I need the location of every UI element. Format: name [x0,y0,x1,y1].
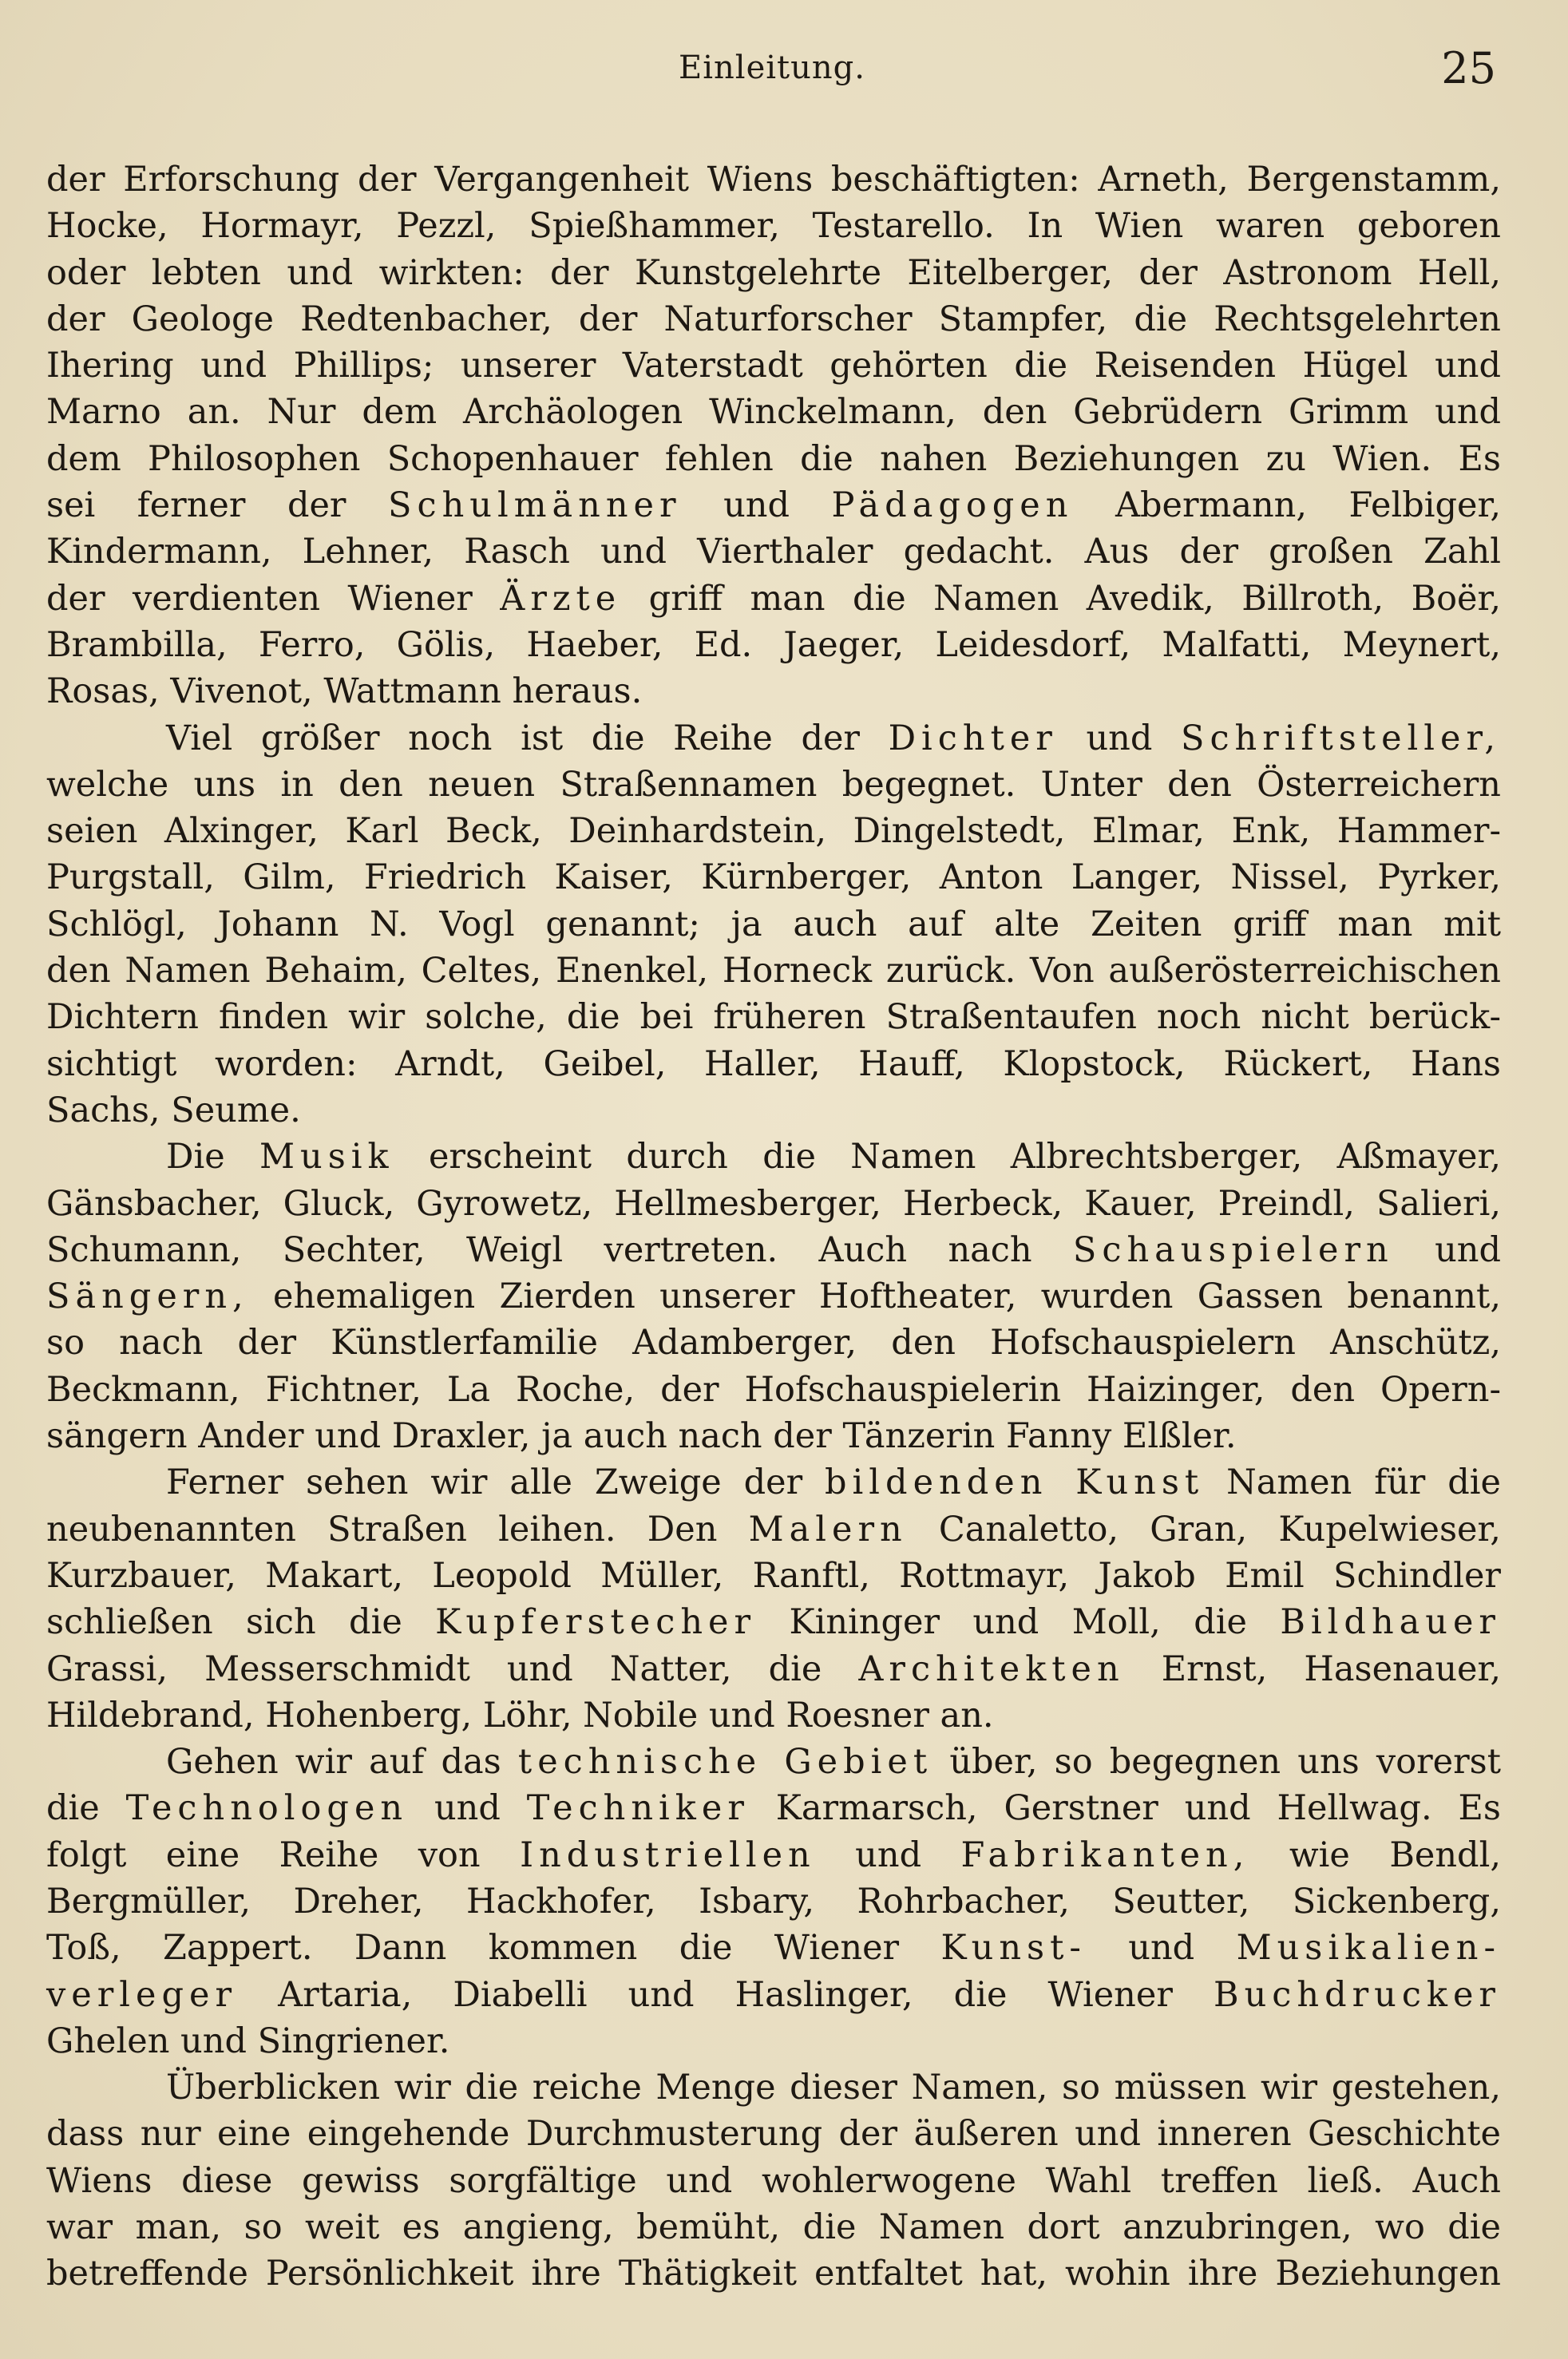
text-segment: dass nur eine eingehende Durchmusterung der äußeren und inneren Geschichte [46,2114,1501,2155]
text-line [46,1181,1501,1227]
spaced-emphasis: Technologen [125,1788,409,1829]
text-line [46,482,1501,528]
text-segment: Brambilla, Ferro, Gölis, Haeber, Ed. Jaeger, Leidesdorf, Malfatti, Meynert, [46,624,1501,665]
text-segment: Gehen wir auf das [166,1742,518,1783]
text-segment: Grassi, Messerschmidt und Natter, die [46,1649,859,1689]
text-line [46,2158,1501,2204]
text-segment: Gänsbacher, Gluck, Gyrowetz, Hellmesberger, Herbeck, Kauer, Preindl, Salieri, [46,1183,1501,1224]
text-line [46,948,1501,994]
text-line [46,528,1501,575]
text-line [46,1692,1501,1739]
text-line [46,296,1501,342]
text-segment: und [681,485,832,526]
text-line [46,1087,1501,1134]
spaced-emphasis: Bildhauer [1280,1602,1501,1643]
text-segment: erscheint durch die Namen Albrechtsberger, Aßmayer, [394,1137,1501,1178]
text-segment: und [408,1788,527,1829]
chapter-title: Einleitung. [679,49,865,86]
text-line [46,901,1501,948]
text-segment: Sachs, Seume. [46,1090,301,1130]
spaced-emphasis: Pädagogen [831,485,1074,526]
spaced-emphasis: Kunst- [940,1928,1087,1969]
text-segment: Die [166,1137,260,1178]
spaced-emphasis: Musikalien- [1236,1928,1501,1969]
text-line [46,2250,1501,2297]
text-segment: Canaletto, Gran, Kupelwieser, [907,1509,1501,1550]
text-segment: wie Bendl, [1249,1835,1502,1875]
spaced-emphasis: Fabrikanten, [960,1835,1250,1875]
text-segment: über, so begegnen uns vorerst [932,1742,1501,1783]
text-segment: Toß, Zappert. Dann kommen die Wiener [46,1928,941,1969]
text-segment: Hocke, Hormayr, Pezzl, Spießhammer, Testarello. In Wien waren geboren [46,206,1501,247]
text-segment: Ihering und Phillips; unserer Vaterstadt gehörten die Reisenden Hügel und [46,346,1501,386]
text-segment: griff man die Namen Avedik, Billroth, Boër, [621,578,1502,619]
text-segment: betreffende Persönlichkeit ihre Thätigkeit entfaltet hat, wohin ihre Beziehungen [46,2254,1501,2294]
spaced-emphasis: Industriellen [520,1835,816,1875]
text-line [46,1134,1501,1180]
spaced-emphasis: Schriftsteller, [1181,718,1501,758]
spaced-emphasis: Musik [259,1137,394,1178]
text-segment: Abermann, Felbiger, [1073,485,1501,526]
text-segment: Schumann, Sechter, Weigl vertreten. Auch nach [46,1229,1073,1270]
text-segment: folgt eine Reihe von [46,1835,521,1875]
text-segment: neubenannten Straßen leihen. Den [46,1509,749,1550]
text-segment: Kininger und Moll, die [756,1602,1281,1643]
text-line [46,1320,1501,1366]
spaced-emphasis: verleger [46,1974,238,2015]
text-segment: Rosas, Vivenot, Wattmann heraus. [46,671,643,712]
text-segment: ehemaligen Zierden unserer Hoftheater, wurden Gassen benannt, [248,1276,1501,1317]
text-segment: Bergmüller, Dreher, Hackhofer, Isbary, Rohrbacher, Seutter, Sickenberg, [46,1881,1501,1922]
text-segment: Artaria, Diabelli und Haslinger, die Wiener [237,1974,1214,2015]
text-segment: Ferner sehen wir alle Zweige der [166,1463,826,1503]
spaced-emphasis: bildenden Kunst [825,1463,1205,1503]
text-segment: sängern Ander und Draxler, ja auch nach der Tänzerin Fanny Elßler. [46,1416,1237,1457]
spaced-emphasis: Malern [748,1509,908,1550]
text-segment: oder lebten und wirkten: der Kunstgelehrte Eitelberger, der Astronom Hell, [46,252,1501,293]
text-segment: der Geologe Redtenbacher, der Naturforscher Stampfer, die Rechtsgelehrten [46,299,1501,339]
text-segment: Beckmann, Fichtner, La Roche, der Hofschauspielerin Haizinger, den Opern- [46,1369,1501,1410]
text-line [46,1925,1501,1971]
text-segment: und [1393,1229,1501,1270]
text-line [46,994,1501,1040]
text-segment: den Namen Behaim, Celtes, Enenkel, Horneck zurück. Von außerösterreichischen [46,951,1501,991]
text-segment: sichtigt worden: Arndt, Geibel, Haller, Hauff, Klopstock, Rückert, Hans [46,1043,1501,1084]
text-line [46,1273,1501,1320]
text-segment: und [815,1835,961,1875]
spaced-emphasis: Buchdrucker [1214,1974,1501,2015]
text-line [46,436,1501,482]
spaced-emphasis: Dichter [888,718,1058,758]
text-line [46,342,1501,389]
spaced-emphasis: Ärzte [500,578,622,619]
text-segment: Wiens diese gewiss sorgfältige und wohlerwogene Wahl treffen ließ. Auch [46,2160,1501,2201]
text-line [46,1227,1501,1273]
text-line [46,2111,1501,2157]
text-segment: Schlögl, Johann N. Vogl genannt; ja auch auf alte Zeiten griff man mit [46,904,1501,944]
text-line [46,156,1501,203]
text-segment: Viel größer noch ist die Reihe der [166,718,889,758]
body-text [46,156,1501,2298]
text-segment: der verdienten Wiener [46,578,501,619]
text-line [46,576,1501,622]
text-segment: war man, so weit es angieng, bemüht, die Namen dort anzubringen, wo die [46,2207,1501,2248]
page-number: 25 [1441,43,1496,93]
text-line [46,1646,1501,1692]
text-line [46,1878,1501,1925]
text-segment: Marno an. Nur dem Archäologen Winckelmann, den Gebrüdern Grimm und [46,392,1501,433]
text-segment: Überblicken wir die reiche Menge dieser Namen, so müssen wir gestehen, [166,2068,1501,2108]
text-line [46,1599,1501,1645]
text-line [46,1506,1501,1553]
text-segment: Purgstall, Gilm, Friedrich Kaiser, Kürnberger, Anton Langer, Nissel, Pyrker, [46,857,1501,898]
text-segment: und [1086,1928,1237,1969]
text-segment: der Erforschung der Vergangenheit Wiens beschäftigten: Arneth, Bergenstamm, [46,160,1501,200]
text-line [46,808,1501,854]
text-line [46,1367,1501,1413]
text-segment: Ernst, Hasenauer, [1124,1649,1501,1689]
text-segment: Dichtern finden wir solche, die bei früheren Straßentaufen noch nicht berück- [46,997,1501,1038]
text-line [46,389,1501,435]
text-line [46,2064,1501,2111]
text-line [46,1972,1501,2018]
text-line [46,2018,1501,2064]
text-segment: Karmarsch, Gerstner und Hellwag. Es [749,1788,1501,1829]
text-line [46,1553,1501,1599]
text-line [46,622,1501,668]
text-segment: Hildebrand, Hohenberg, Löhr, Nobile und Roesner an. [46,1695,994,1736]
text-line [46,1739,1501,1785]
text-line [46,1785,1501,1831]
spaced-emphasis: Architekten [858,1649,1125,1689]
spaced-emphasis: Kupferstecher [435,1602,757,1643]
text-segment: die [46,1788,126,1829]
spaced-emphasis: Techniker [526,1788,750,1829]
text-line [46,1413,1501,1459]
spaced-emphasis: Sängern, [46,1276,249,1317]
text-segment: Kurzbauer, Makart, Leopold Müller, Ranftl, Rottmayr, Jakob Emil Schindler [46,1555,1501,1596]
text-line [46,203,1501,249]
text-segment: Kindermann, Lehner, Rasch und Vierthaler gedacht. Aus der großen Zahl [46,532,1501,572]
text-segment: seien Alxinger, Karl Beck, Deinhardstein, Dingelstedt, Elmar, Enk, Hammer- [46,811,1501,852]
text-line [46,854,1501,900]
text-line [46,1041,1501,1087]
running-head [48,43,1496,105]
text-line [46,762,1501,808]
text-segment: schließen sich die [46,1602,436,1643]
text-line [46,668,1501,714]
text-segment: so nach der Künstlerfamilie Adamberger, den Hofschauspielern Anschütz, [46,1323,1501,1364]
text-segment: und [1057,718,1181,758]
text-segment: sei ferner der [46,485,389,526]
text-line [46,250,1501,296]
text-line [46,715,1501,762]
text-segment: Ghelen und Singriener. [46,2021,450,2061]
text-segment: welche uns in den neuen Straßennamen begegnet. Unter den Österreichern [46,764,1501,805]
text-segment: dem Philosophen Schopenhauer fehlen die nahen Beziehungen zu Wien. Es [46,438,1501,479]
spaced-emphasis: Schauspielern [1072,1229,1394,1270]
spaced-emphasis: Schulmänner [388,485,682,526]
text-line [46,2204,1501,2250]
text-segment: Namen für die [1204,1463,1501,1503]
text-line [46,1832,1501,1878]
spaced-emphasis: technische Gebiet [517,1742,933,1783]
text-line [46,1459,1501,1506]
